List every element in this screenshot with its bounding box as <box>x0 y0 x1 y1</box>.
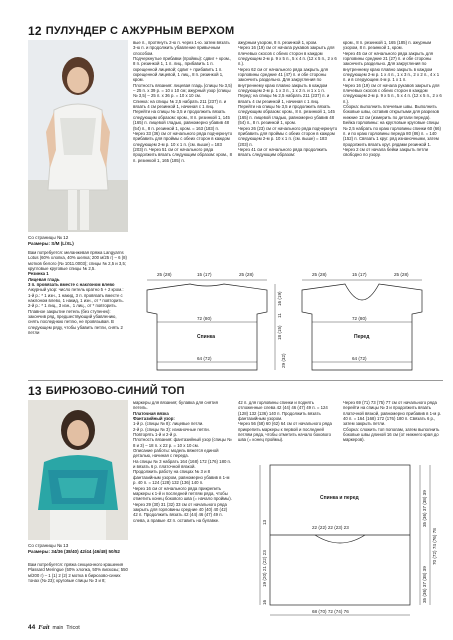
back-right-b: 11 <box>277 313 282 318</box>
top-left-b: 19 (20) 21 (22) 23 <box>262 550 267 587</box>
front-width-mid: 72 (80) <box>352 316 367 321</box>
section2-col2: маркеры для вязания; булавка для снятия петель. Платочная вязка Фантазийный узор: 1-й р. (спицы № 8): лицевые петли. 2-й р. (спицы № 3): изнаночные петли. Повторять 1-й и 2-й р. Плотность вязания: фантазийный узор (спицы № 8 и 3) – 18 п. х 22 р. = 10 х 10 см. Описание работы: модель вяжется единой деталью, начиная с переда. На спицы № 3 набрать 164 (168) 172 (176) 180 п. и вязать 6 р. платочной вязкой. Продолжить работу на спицах № 3 и 8 фантазийным узором, равномерно убавив в 1-м р. 40 п. = 124 (128) 132 (136) 140 п. Через 16 см от начального ряда прикрепить маркеры к 1-й и последней петлям ряда, чтобы отметить конец бокового шва (= начало проймы). Через 29 (30) 31 (32) 33 см от начального ряда закрыть для горловины средние 40 (40) 40 (42) 42 п. Продолжить вязать 42 (44) 46 (47) 49 п. слева, а правые 42 п. оставить на булавке. <box>133 400 232 523</box>
section2-col1: Вам потребуется: пряжа секционного крашения Plassard Meringue (50% хлопка, 50% вискозы; 550 м/200 г) – 1 (1) 2 (2) 2 мотка в бирюзово-синих тонах (№ 23); круговые спицы № 3 и 8; <box>28 562 128 584</box>
section1-size: Размеры: S/M (L/XL) <box>28 241 74 246</box>
section1-col1: Вам потребуется: меланжевая пряжа Langyarns Lotus (60% хлопка, 40% шелка; 200 м/25 г) – 6 (8) мотков белого (№ 1011.0003); спицы № 2,5 и 3,5; кругловые круговые спицы № 2,5. Резинка 1 Лицевая гладь 3 п. провязать вместе с наклоном влево Ажурный узор: число петель кратно 5 + 2 кром.: 1-й р.: * 1 изн., 1 накид, 3 п. провязать вместе с наклоном влево, 1 накид, 1 изн., от * повторить. 2-й р.: * 1 лиц., 3 изн., 1 лиц., от * повторить. Плавное закрытие петель (без ступенек): закончив ряд, предшествующий убавлению, снять последнюю петлю, не провязывая. В следующем ряду, чтобы убавить петли, снять 2 петли <box>28 250 127 336</box>
section2-caption: Со страницы № 13 <box>28 543 69 548</box>
top-right-b: 70 (72) 74 (76) 78 <box>432 528 437 565</box>
section1-photo <box>28 40 128 232</box>
top-neck: 22 (22) 22 (23) 23 <box>312 525 349 530</box>
top-label: Спинка и перед <box>320 495 359 501</box>
section1-title: ПУЛУНДЕР С АЖУРНЫМ ВЕРХОМ <box>45 25 235 37</box>
section1-number: 12 <box>28 24 42 38</box>
back-right-d: 29 (32) <box>281 353 286 368</box>
front-width-bottom: 64 (72) <box>352 356 367 361</box>
section1-col2: вые п., протянуть 2-ю п. через 1-ю. затем вязать 3-ю п. и продолжить убавление привычным способом. Подчеркнутые прибавки (проймы): сдвиг + кром., 8 п. резинкой 1, 1 п. лиц., прибавить 1 п. скрещенной лицевой; сдвиг + прибавить 1 п. скрещенной лицевой, 1 лиц., 8 п. резинкой 1, кром. Плотность вязания: лицевая гладь (спицы № 3,5) – 25 п. х 39 р. = 10 х 10 см; ажурный узор (спицы № 3,5) – 25 п. х 36 р. = 10 х 10 см. Спинка: на спицы № 2,5 набрать 211 (237) п. и вязать 4 см резинкой 1, начиная с 1 лиц. Перейти на спицы № 3,5 и продолжить вязать следующим образом: кром., 8 п. резинкой 1, 145 (165) п. лицевой гладью, равномерно убавив 48 (54) п., 8 п. резинкой 1, кром. = 163 (183) п. Через 33 (36) см от начального ряда подчеркнуто прибавить для проймы с обеих сторон в каждом следующем 2-м р. 10 х 1 п. (см. выше) = 183 (203) п. Через 51 см от начального ряда продолжить вязать следующим образом: кром., 8 п. резинкой 1, 165 (185) п. <box>133 40 233 163</box>
brand-name: Fait <box>38 624 50 631</box>
section1-col4: кром., 8 п. резинкой 1, 165 (185) п. ажурным узором, 8 п. резинкой 1, кром. Через 45 см от начального ряда закрыть для горловины средние 21 (27) п. и обе стороны закончить раздельно. Для закругления по внутреннему краю плавно закрыть в каждом следующем 2-м р. 1 х 4 п., 1 х 3 п., 2 х 2 п., 4 х 1 п. и в следующем 4-м р. 1 х 1 п. Через 16 (19) см от начала рукавов закрыть для плечевых скосов с обеих сторон в каждом следующем 2-м р. 9 х 5 п., 5 х 4 п. (12 х 5 п., 2 х 6 п.). Сборка: выполнить плечевые швы. Выполнить боковые швы, оставив открытыми для разрезов нижние 12 см (измерить по детали переда). Бейка горловины: на кругловые круговые спицы № 2,5 набрать по краю горловины спинки 60 (66) п. и по краю горловины переда 80 (86) п. = 140 (152) п. Связать 1 круг. ряд изнаночными, затем продолжить вязать круг. рядами резинкой 1. Через 2 см от начала бейки закрыть петли свободно по узору. <box>343 40 442 158</box>
top-right-c: 35 (36) 37 (38) 39 <box>422 566 427 603</box>
top-left-c: 16 <box>262 599 267 605</box>
back-width-bottom: 64 (72) <box>197 356 212 361</box>
section2-title: БИРЮЗОВО-СИНИЙ ТОП <box>45 385 185 397</box>
section2-size: Размеры: 34/36 (38/40) 42/44 (46/48) 50/52 <box>28 549 120 554</box>
section2-col4: Через 69 (71) 73 (75) 77 см от начального ряда перейти на спицы № 3 и продолжить вязать платочной вязкой, равномерно прибавив в 1-м р. 40 п. = 164 (168) 172 (176) 180 п. Связать 6 р., затем закрыть петли. Сборка: сложить топ пополам, затем выполнить боковые швы длиной 16 см (от нижнего края до маркеров). <box>343 400 442 443</box>
page-footer <box>28 624 80 631</box>
back-label: Спинка <box>197 334 216 340</box>
back-width-mid: 72 (80) <box>197 316 212 321</box>
page-number: 44 <box>28 624 36 631</box>
top-left-a: 13 <box>262 519 267 525</box>
back-top-right: 25 (28) <box>239 272 254 277</box>
front-top-right: 25 (28) <box>394 272 409 277</box>
brand-tail: Tricot <box>66 625 80 631</box>
back-top-left: 25 (28) <box>157 272 172 277</box>
section1-caption: Со страницы № 12 <box>28 235 69 240</box>
section1-header <box>28 24 234 38</box>
schematic-front <box>290 272 440 376</box>
top-bottom: 68 (70) 72 (74) 76 <box>312 609 349 614</box>
front-top-left: 25 (28) <box>312 272 327 277</box>
front-top-mid: 15 (17) <box>352 272 367 277</box>
schematic-back <box>135 272 286 376</box>
back-top-mid: 15 (17) <box>197 272 212 277</box>
front-label: Перед <box>354 334 370 340</box>
schematic-top <box>250 455 440 620</box>
section2-number: 13 <box>28 384 42 398</box>
section2-col3: 42 п. для горловины спинки и поднять отложенные слева 42 (44) 46 (47) 49 п. = 124 (128) 132 (136) 140 п. Продолжить вязать фантазийным узором. Через 56 (58) 60 (62) 64 см от начального ряда прикрепить маркеры к первой и последней петлям ряда, чтобы отметить начало бокового шва (= конец проймы). <box>238 400 332 443</box>
back-right-c: 18 (15) <box>277 325 282 340</box>
section2-header <box>28 384 185 398</box>
section1-col3: ажурным узором, 8 п. резинкой 1, кром. Через 16 (19) см от начала рукавов закрыть для плечевых скосов с обеих сторон в каждом следующем 2-м р. 9 х 5 п., 5 х 4 п. (12 х 5 п., 2 х 6 п.). Через 62 см от начального ряда закрыть для горловины средние 41 (47) п. и обе стороны закончить раздельно. Для закругления по внутреннему краю плавно закрыть в каждом следующем 2-м р. 1 х 3 п., 1 х 2 п. и 1 х 1 п. Перед: на спицы № 2,5 набрать 211 (237) п. и вязать 4 см резинкой 1, начиная с 1 лиц. Перейти на спицы № 3,5 и продолжить вязать следующим образом: кром., 8 п. резинкой 1, 145 (165) п. лицевой гладью, равномерно убавив 48 (54) п., 8 п. резинкой 1, кром. Через 26 (23) см от начального ряда подчеркнуто прибавить для проймы с обеих сторон в каждом следующем 2-м р. 10 х 1 п. (см. выше) = 183 (203) п. Через 41 см от начального ряда продолжить вязать следующим образом: <box>238 40 338 158</box>
section-divider <box>28 380 443 381</box>
top-right-a: 35 (36) 37 (38) 39 <box>422 490 427 527</box>
section2-photo <box>28 400 128 540</box>
back-right-a: 16 (19) <box>277 291 282 306</box>
brand-sub: main <box>52 625 64 631</box>
